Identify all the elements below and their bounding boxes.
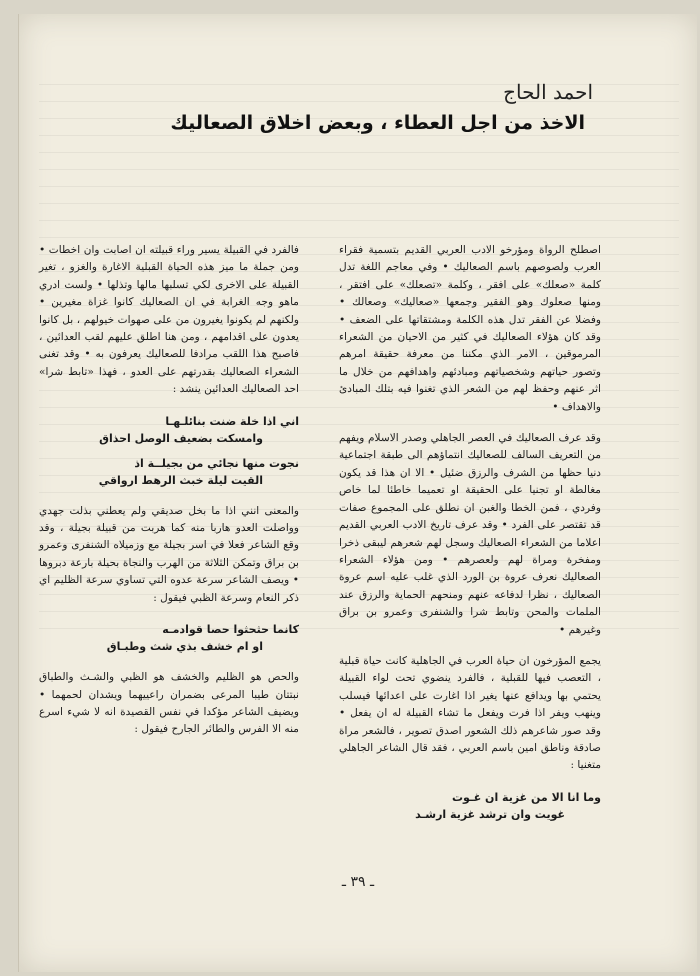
magazine-page: [18, 14, 697, 972]
verse-block: [39, 413, 299, 489]
verse-block: [39, 621, 299, 655]
verse-line: نجوت منها نجائي من بجيلــة اذ: [134, 456, 299, 470]
left-column: [39, 242, 299, 753]
verse-line: وامسكت بضعيف الوصل احذاق: [99, 431, 263, 445]
verse-line: وما انا الا من غزية ان غـوت: [452, 790, 601, 804]
page-number: ـ ٣٩ ـ: [341, 874, 375, 890]
verse-line: غويت وان ترشد غزية ارشـد: [415, 807, 565, 821]
verse-line: اني اذا خلة ضنت بنائلـهـا: [165, 414, 299, 428]
verse-line: القيت ليلة خبث الرهط ارواقي: [98, 473, 263, 487]
right-column: [339, 242, 601, 837]
paragraph: فالفرد في القبيلة يسير وراء قبيلته ان اصابت وان اخطات • ومن جملة ما ميز هذه الحياة القبلية الاغارة والغزو ، تغير القبيلة على الاخرى لكي تسلبها مالها وتذلها • ولست ادري ماهو وجه الغرابة في ان الصعاليك كانوا غزاة مغيرين • ولكنهم لم يكونوا يغيرون من على صهوات خيولهم ، بل كانوا يعدون على اقدامهم ، ومن هنا اطلق عليهم لقب العدائين ، فاصبح هذا اللقب مرادفا للصعاليك يعرفون به • وقد تغنى الشعراء الصعاليك بقدرتهم على العدو ، فهذا «تابط شرا» احد الصعاليك العدائين ينشد :: [39, 244, 299, 396]
author-name: احمد الحاج: [503, 80, 593, 104]
paragraph: والحص هو الظليم والخشف هو الظبي والشـث والطباق نبتتان طيبا المرعى بضمران راعييهما ويشدان لحمهما • ويضيف الشاعر مؤكدا في نفس القصيدة انه لا شيء اسرع منه الا الفرس والطائر الجارح فيقول :: [39, 671, 299, 736]
verse-line: او ام خشف بذي شث وطبـاق: [106, 640, 263, 654]
verse-block: [339, 789, 601, 823]
paragraph: وقد عرف الصعاليك في العصر الجاهلي وصدر الاسلام ويفهم من التعريف السالف للصعاليك انتماؤهم الى طبقة اجتماعية دنيا حظها من الشرف والرزق ضئيل • الا ان هذا قد يكون مغالطة او تجنيا على الحقيقة او تعميما خاطئا لما خاص وفردي ، فمن الخطا والغبن ان نطلق على المجموع صفات قد تقتصر على الفرد • وقد عرف تاريخ الادب العربي القديم اعلاما من الشعراء الصعاليك وسجل لهم شعرهم ليبقى ذخرا ومفخرة ومراة لهم ولعصرهم • ومن هؤلاء الشعراء الصعاليك نعرف عروة بن الورد الذي غلب عليه اسم عروة الصعاليك ، نظرا لدفاعه عنهم ومنحهم الحماية والرزق عند الملمات والمحن وتابط شرا والشنفرى وعمرو بن براق وغيرهم •: [339, 432, 601, 636]
article-title: الاخذ من اجل العطاء ، وبعض اخلاق الصعاليك: [170, 112, 585, 134]
paragraph: يجمع المؤرخون ان حياة العرب في الجاهلية كانت حياة قبلية ، التعصب فيها للقبلية ، فالفرد ينضوي تحت لواء القبيلة يحتمي بها ويدافع عنها يغير اذا اغارت على اعدائها فيسلب وينهب ويفر اذا فرت ويفعل ما تشاء القبيلة له ان يفعل • وقد صور شاعرهم ذلك الشعور اصدق تصوير ، فالشعر مراة صادقة وناطق امين باسم العربي ، فقد قال الشاعر الجاهلي متغنيا :: [339, 654, 601, 772]
paragraph: والمعنى انني اذا ما بخل صديقي ولم يعطني بذلت جهدي وواصلت العدو هاربا منه كما هربت من قبيلة بجيلة ، وقد وقع الشاعر فعلا في اسر بجيلة مع وزميلاه الشنفرى وعمرو بن براق وتمكن الثلاثة من الهرب والنجاة بحيلة بارعة دبروها • ويصف الشاعر سرعة عدوه التي تساوي سرعة الظليم اي ذكر النعام وسرعة الظبي فيقول :: [39, 504, 299, 604]
paragraph: اصطلح الرواة ومؤرخو الادب العربي القديم بتسمية فقراء العرب ولصوصهم باسم الصعاليك • وفي معاجم اللغة تدل كلمة «صعلك» على افقر ، وكلمة «تصعلك» على افتقر ، ومنها صعلوك وهو الفقير وجمعها «صعاليك» وصعالك • وفضلا عن الفقر تدل هذه الكلمة ومشتقاتها على الضعف • وقد كان هؤلاء الصعاليك في كثير من الاحيان من الشعراء المرموقين ، الامر الذي مكننا من معرفة حقيقة امرهم وتصور حياتهم وشخصياتهم ومبادئهم واهدافهم من خلال ما اثر عنهم وحفظ لهم من الشعر الذي تغنوا فيه بتلك المبادئ والاهداف •: [339, 244, 601, 413]
verse-line: كانما حثحثوا حصا قوادمـه: [162, 623, 299, 637]
